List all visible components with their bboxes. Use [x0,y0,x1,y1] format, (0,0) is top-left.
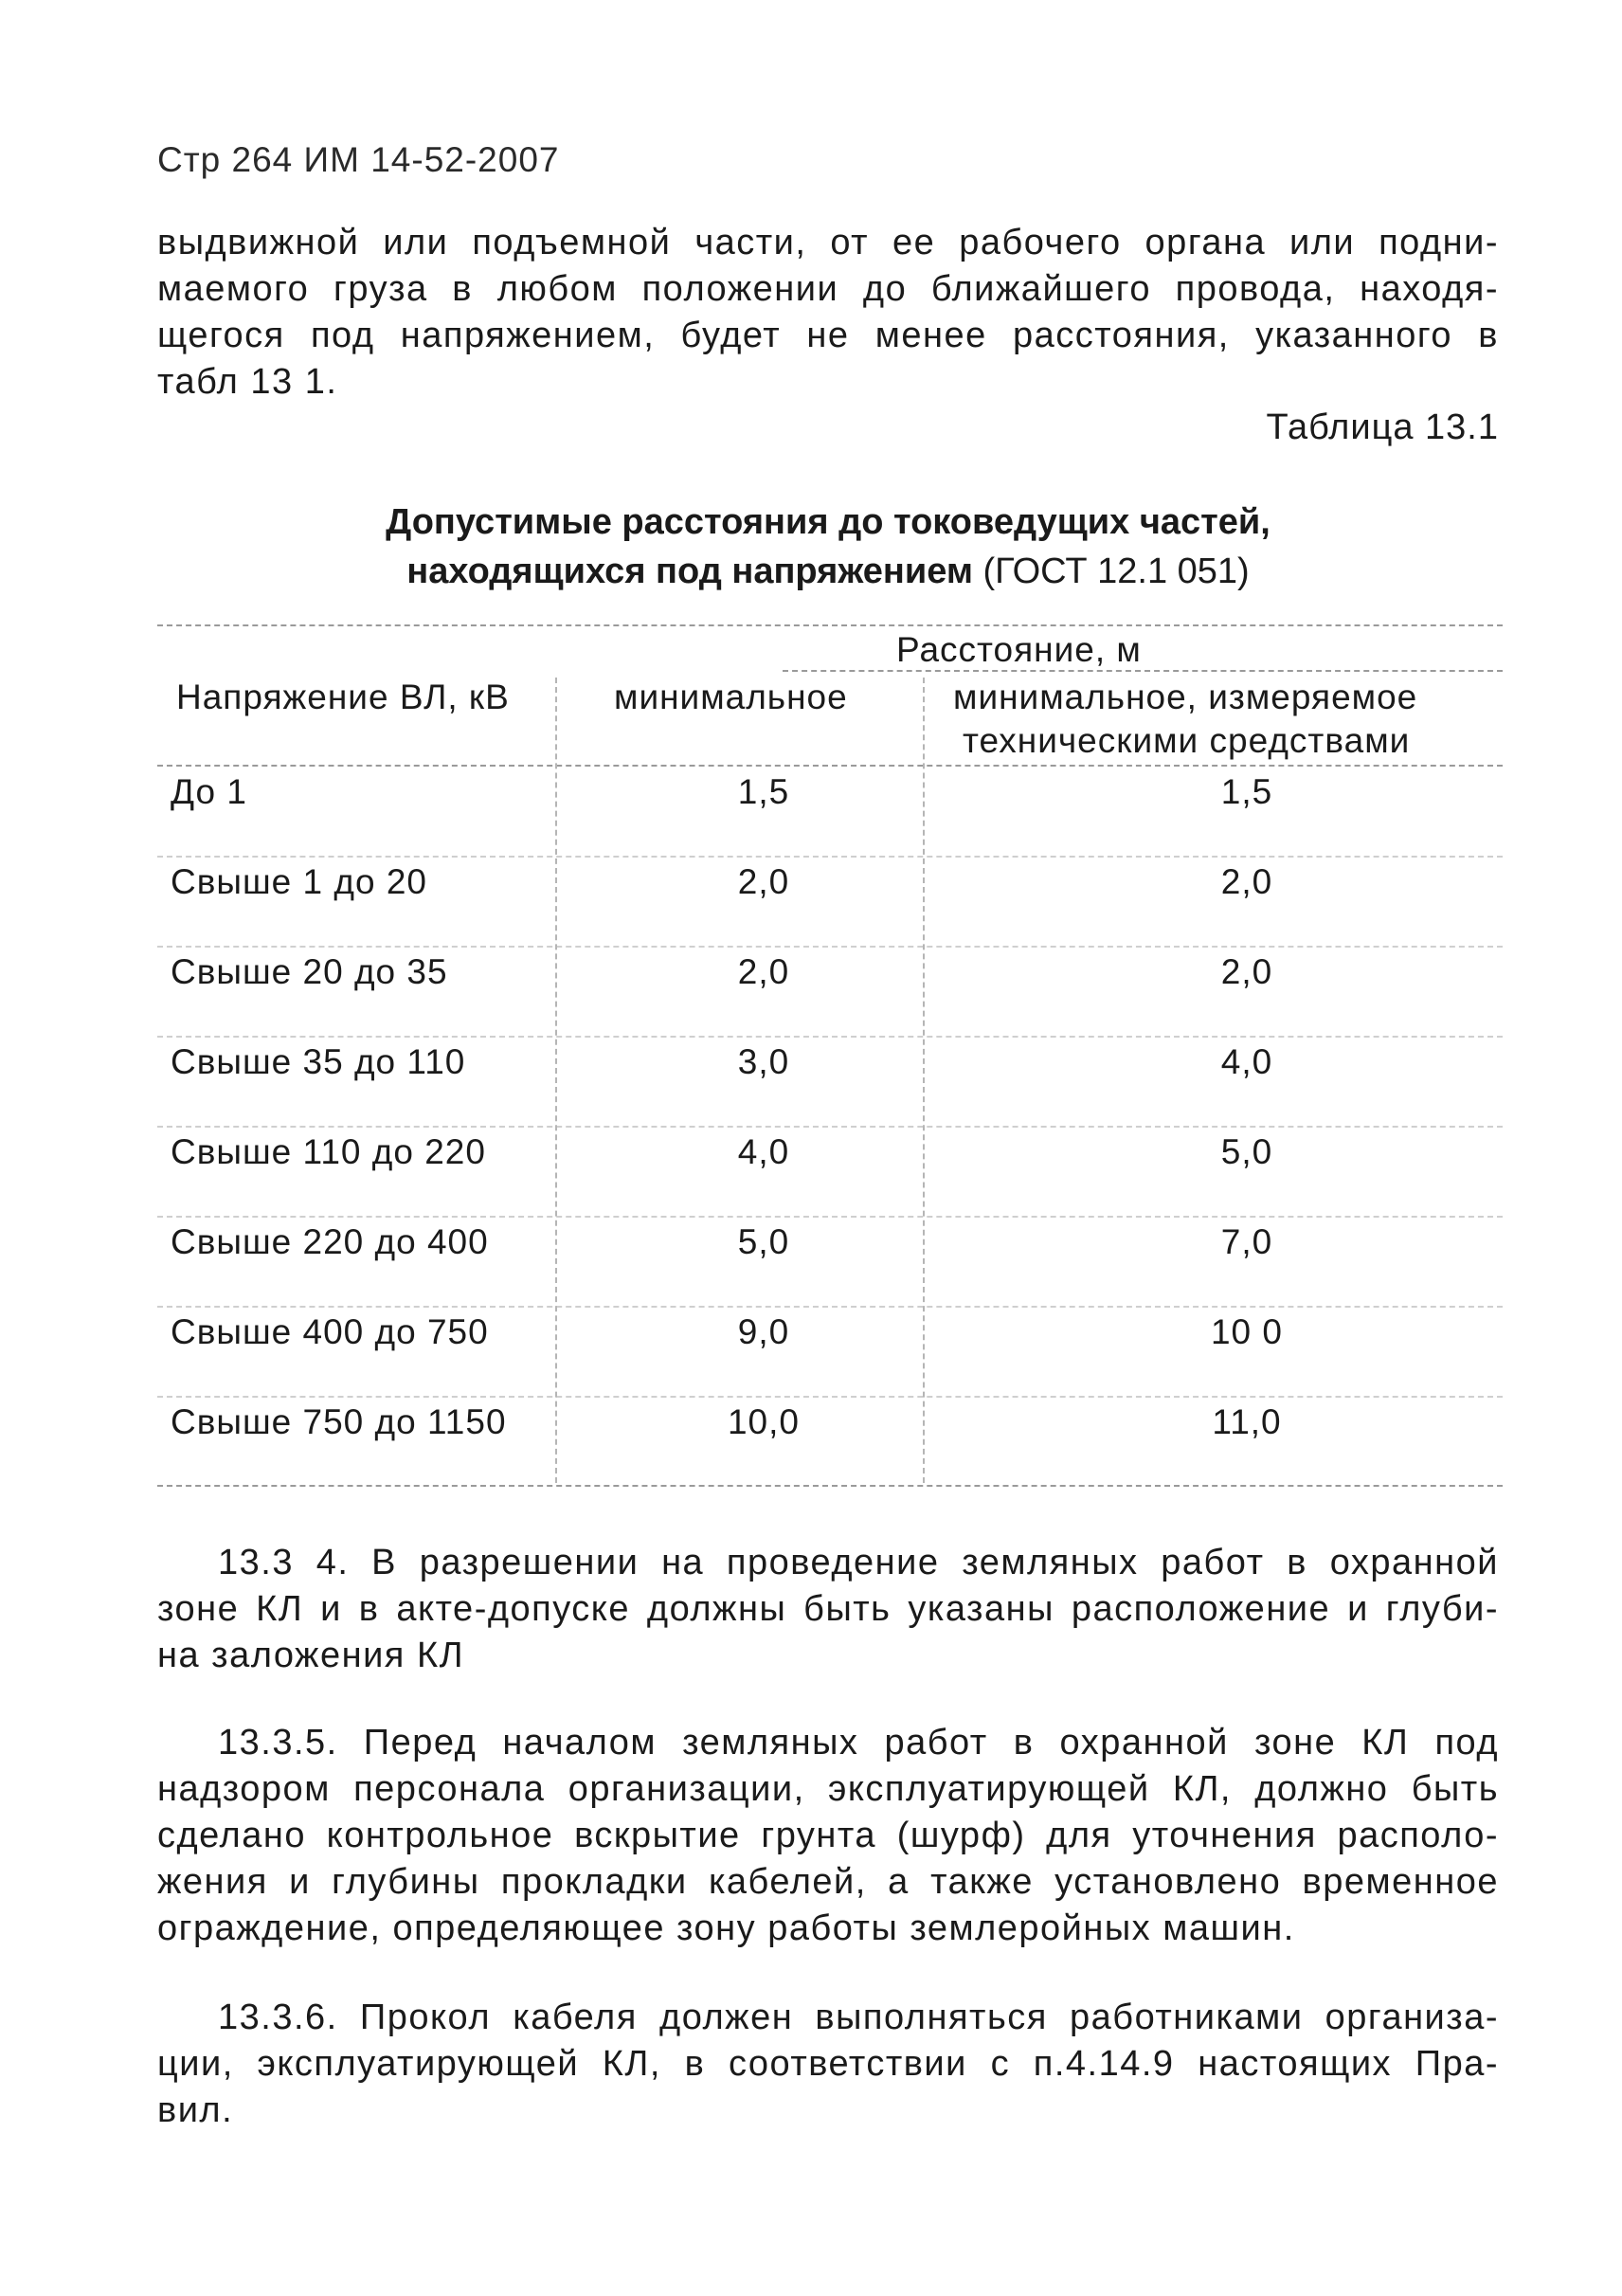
section-13-3-6-line-2: ции, эксплуатирующей КЛ, в соответствии с п.4.14.9 настоящих Пра- [157,2044,1499,2084]
voltage-cell: До 1 [171,772,247,811]
section-13-3-5-line-1: 13.3.5. Перед началом земляных работ в охранной зоне КЛ под [218,1723,1499,1763]
table-row [157,1402,1503,1492]
table-row [157,1222,1503,1312]
measured-cell: 5,0 [1220,1132,1273,1171]
distance-table [157,621,1503,1492]
voltage-cell: Свыше 750 до 1150 [171,1402,507,1441]
group-header-rule [783,670,1503,672]
page-header: Стр 264 ИМ 14-52-2007 [157,140,560,179]
intro-line-1: выдвижной или подъемной части, от ее рабочего органа или подни- [157,223,1499,262]
table-label: Таблица 13.1 [1266,407,1499,447]
table-title [157,497,1499,596]
table-title-standard: (ГОСТ 12.1 051) [982,551,1250,591]
measured-column-header-line-2: техническими средствами [963,721,1411,760]
table-row [157,1312,1503,1402]
section-13-3-6-line-1: 13.3.6. Прокол кабеля должен выполняться работниками организа- [218,1998,1499,2037]
section-13-3-6-line-3: вил. [157,2090,234,2130]
minimum-cell: 2,0 [737,862,790,901]
section-13-3-4-line-1: 13.3 4. В разрешении на проведение земляных работ в охранной [218,1543,1499,1582]
section-13-3-4 [157,1540,1499,1679]
measured-cell: 2,0 [1220,952,1273,991]
section-13-3-5-line-3: сделано контрольное вскрытие грунта (шурф) для уточнения располо- [157,1816,1499,1855]
table-title-line-2: находящихся под напряжением [406,551,973,591]
minimum-cell: 5,0 [737,1222,790,1261]
section-13-3-5 [157,1720,1499,1952]
voltage-cell: Свыше 20 до 35 [171,952,448,991]
voltage-cell: Свыше 35 до 110 [171,1042,466,1081]
measured-cell: 4,0 [1220,1042,1273,1081]
minimum-cell: 9,0 [737,1312,790,1351]
section-13-3-5-line-5: ограждение, определяющее зону работы землеройных машин. [157,1908,1295,1948]
section-13-3-6 [157,1995,1499,2134]
minimum-column-header: минимальное [614,678,848,716]
measured-cell: 11,0 [1212,1402,1282,1441]
voltage-cell: Свыше 110 до 220 [171,1132,486,1171]
intro-line-4: табл 13 1. [157,362,338,402]
section-13-3-5-line-4: жения и глубины прокладки кабелей, а также установлено временное [157,1862,1499,1902]
minimum-cell: 2,0 [737,952,790,991]
measured-cell: 7,0 [1220,1222,1273,1261]
measured-column-header-line-1: минимальное, измеряемое [953,678,1418,716]
measured-cell: 10 0 [1210,1312,1283,1351]
table-row [157,1132,1503,1222]
voltage-cell: Свыше 220 до 400 [171,1222,489,1261]
table-top-rule [157,624,1503,626]
voltage-cell: Свыше 400 до 750 [171,1312,489,1351]
intro-paragraph [157,220,1499,406]
intro-line-2: маемого груза в любом положении до ближайшего провода, находя- [157,269,1499,309]
table-row [157,772,1503,862]
minimum-cell: 4,0 [737,1132,790,1171]
minimum-cell: 10,0 [727,1402,800,1441]
minimum-cell: 3,0 [737,1042,790,1081]
measured-cell: 2,0 [1220,862,1273,901]
table-row [157,952,1503,1042]
voltage-column-header: Напряжение ВЛ, кВ [176,678,510,716]
header-bottom-rule [157,765,1503,767]
section-13-3-5-line-2: надзором персонала организации, эксплуатирующей КЛ, должно быть [157,1769,1499,1809]
minimum-cell: 1,5 [737,772,790,811]
section-13-3-4-line-3: на заложения КЛ [157,1636,465,1675]
table-row [157,862,1503,952]
section-13-3-4-line-2: зоне КЛ и в акте-допуске должны быть указаны расположение и глуби- [157,1589,1499,1629]
table-title-line-1: Допустимые расстояния до токоведущих частей, [386,502,1271,542]
intro-line-3: щегося под напряжением, будет не менее расстояния, указанного в [157,316,1499,355]
distance-group-header: Расстояние, м [896,630,1142,669]
table-row [157,1042,1503,1132]
voltage-cell: Свыше 1 до 20 [171,862,427,901]
measured-cell: 1,5 [1220,772,1273,811]
